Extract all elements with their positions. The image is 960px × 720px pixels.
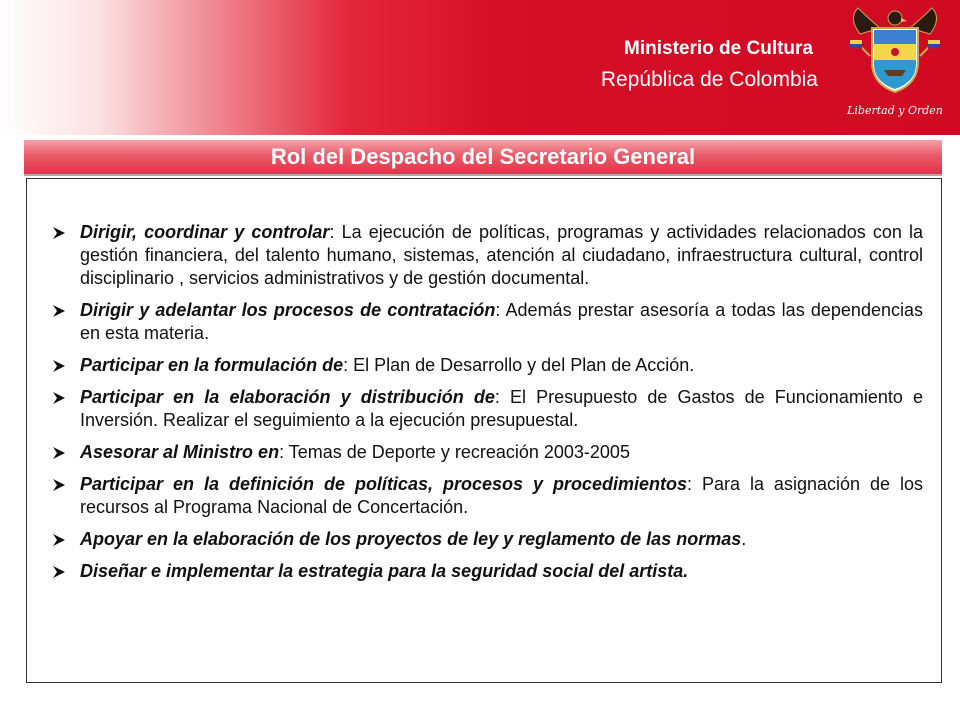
item-lead: Participar en la elaboración y distribución de [80,387,495,407]
arrow-bullet-icon [52,478,66,492]
arrow-bullet-icon [52,533,66,547]
page-title: Rol del Despacho del Secretario General [24,140,942,176]
list-item [46,299,923,345]
arrow-bullet-icon [52,304,66,318]
item-text: . [741,529,747,549]
item-text: : Además prestar asesoría a todas las dependencias en esta materia. [80,300,923,343]
item-text: : Temas de Deporte y recreación 2003-2005 [279,442,630,462]
list-item [46,441,923,464]
coat-of-arms-graphic [840,4,950,104]
item-lead: Participar en la formulación de [80,355,344,375]
header-banner [0,0,960,135]
item-text: : El Presupuesto de Gastos de Funcionamiento e Inversión. Realizar el seguimiento a la ejecución presupuestal. [80,387,923,430]
item-text: : El Plan de Desarrollo y del Plan de Acción. [343,355,695,375]
role-list [46,221,923,592]
item-lead: Asesorar al Ministro en [80,442,280,462]
item-lead: Apoyar en la elaboración de los proyectos de ley y reglamento de las normas [80,529,742,549]
arrow-bullet-icon [52,226,66,240]
emblem-motto: Libertad y Orden [847,104,943,117]
item-text: : La ejecución de políticas, programas y actividades relacionados con la gestión financiera, del talento humano, sistemas, atención al ciudadano, infraestructura cultural, control disciplinario , servicios administrativos y de gestión documental. [80,222,924,288]
item-lead: Dirigir, coordinar y controlar [80,222,330,242]
arrow-bullet-icon [52,359,66,373]
item-lead: Dirigir y adelantar los procesos de contratación [80,300,496,320]
coat-of-arms-icon [840,4,950,130]
list-item [46,354,923,377]
list-item [46,528,923,551]
arrow-bullet-icon [52,565,66,579]
list-item [46,386,923,432]
arrow-bullet-icon [52,391,66,405]
item-lead: Diseñar e implementar la estrategia para la seguridad social del artista. [80,561,689,581]
item-text: : Para la asignación de los recursos al Programa Nacional de Concertación. [80,474,923,517]
list-item [46,560,923,583]
ministry-name: Ministerio de Cultura [624,38,813,59]
list-item [46,221,923,290]
country-name: República de Colombia [600,68,818,91]
arrow-bullet-icon [52,446,66,460]
item-lead: Participar en la definición de políticas, procesos y procedimientos [80,474,687,494]
list-item [46,473,923,519]
